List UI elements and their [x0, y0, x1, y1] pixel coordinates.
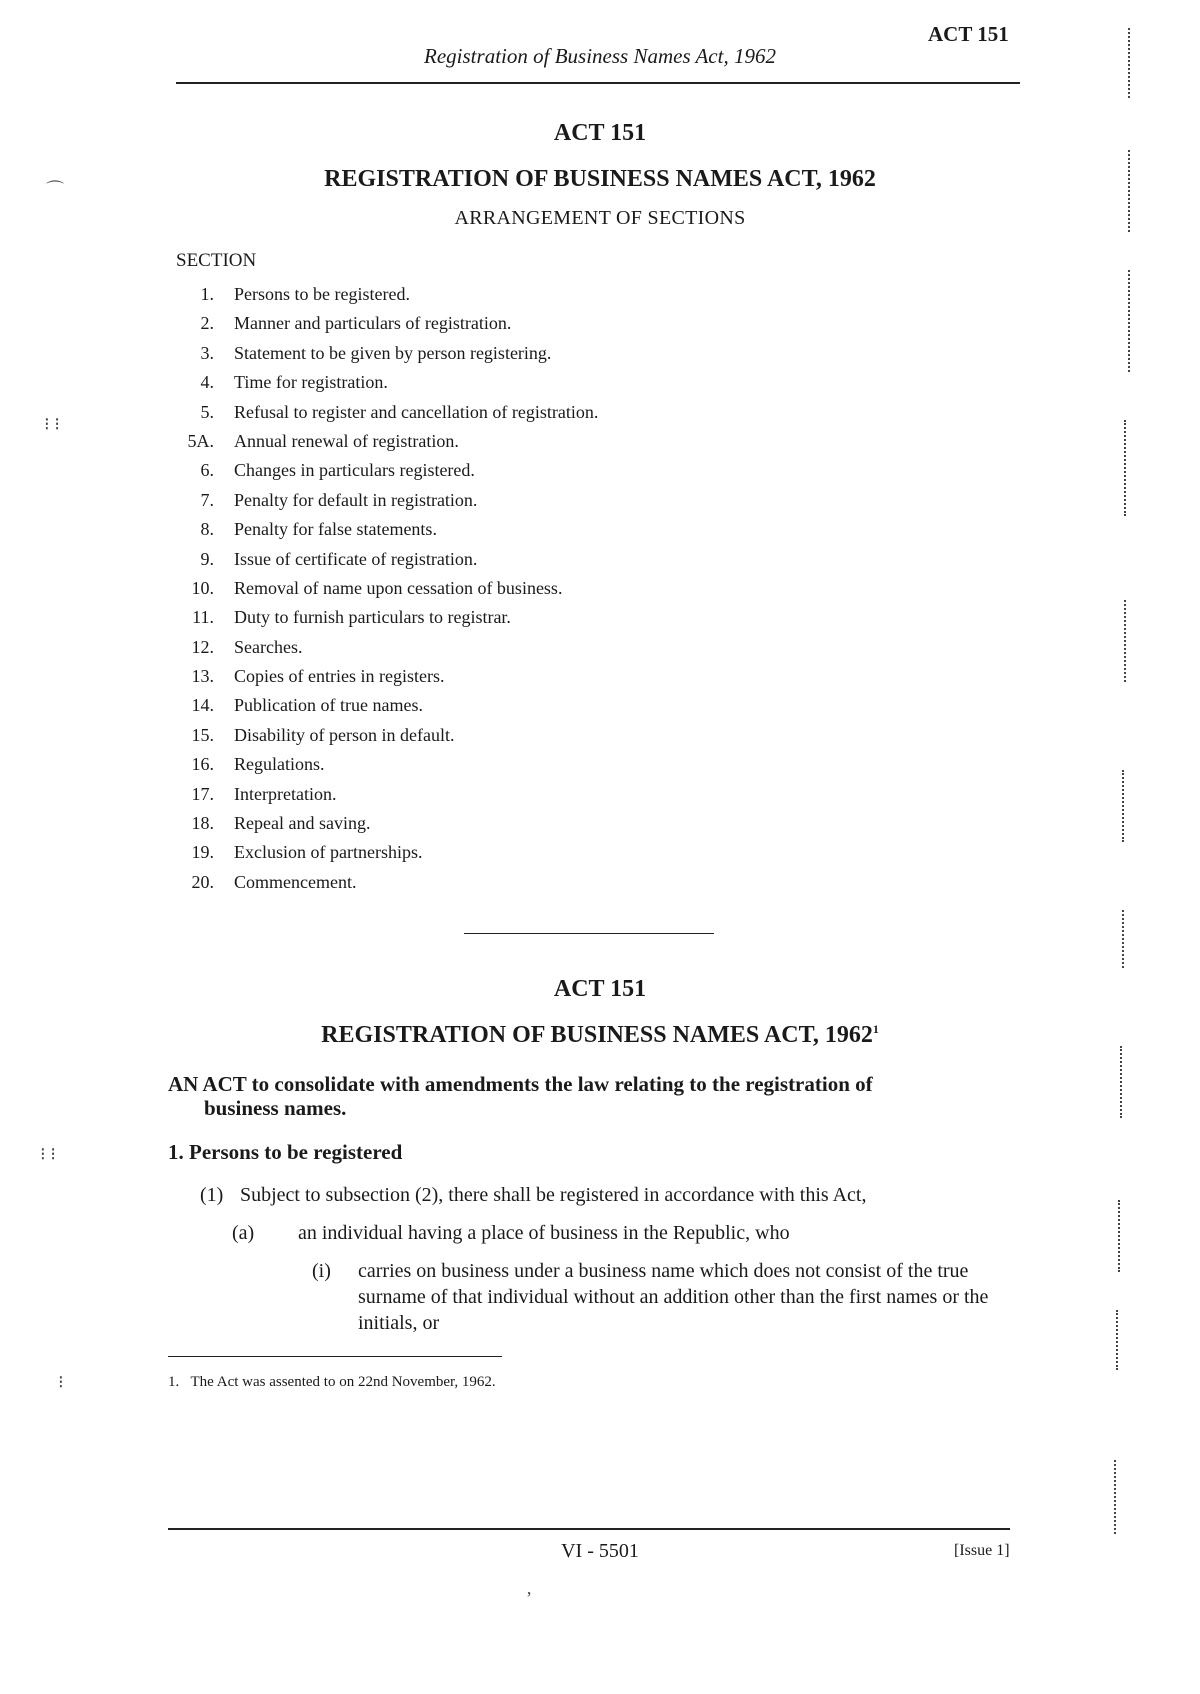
toc-item-number: 3.: [200, 342, 214, 363]
body-title: [0, 1022, 1200, 1049]
scan-edge-mark: [1118, 1200, 1120, 1272]
toc-item-number: 20.: [191, 871, 214, 892]
scan-edge-mark: [1114, 1460, 1116, 1534]
scan-edge-mark: [1116, 1310, 1118, 1370]
paragraph-a-label: (a): [232, 1222, 255, 1244]
toc-item: [176, 838, 598, 867]
toc-item-number: 16.: [191, 754, 214, 775]
issue-label: [Issue 1]: [954, 1542, 1010, 1559]
toc-item: [176, 780, 598, 809]
toc-item-number: 14.: [191, 695, 214, 716]
page-number: VI - 5501: [561, 1540, 639, 1562]
toc-item-number: 11.: [192, 607, 214, 628]
scan-edge-mark: [1122, 910, 1124, 968]
toc-item-title: Issue of certificate of registration.: [234, 548, 478, 569]
arrangement-title: REGISTRATION OF BUSINESS NAMES ACT, 1962: [324, 166, 876, 192]
toc-item-number: 5A.: [187, 430, 214, 451]
body-title-text: REGISTRATION OF BUSINESS NAMES ACT, 1962: [321, 1022, 873, 1048]
toc-item-number: 9.: [200, 548, 214, 569]
toc-item-number: 7.: [200, 489, 214, 510]
footnote: [168, 1374, 496, 1391]
toc-item-title: Searches.: [234, 636, 303, 657]
toc-item: [176, 368, 598, 397]
arrangement-subtitle: ARRANGEMENT OF SECTIONS: [454, 207, 746, 229]
toc-item-title: Regulations.: [234, 754, 325, 775]
toc-item: [176, 427, 598, 456]
subsection-1-label: (1): [200, 1184, 224, 1206]
toc-item-title: Manner and particulars of registration.: [234, 313, 512, 334]
toc-item-title: Publication of true names.: [234, 695, 423, 716]
toc-item: [176, 662, 598, 691]
toc-item-title: Time for registration.: [234, 372, 388, 393]
toc-item: [176, 809, 598, 838]
margin-mark: ʼ: [526, 1588, 532, 1608]
toc-item-number: 5.: [200, 401, 214, 422]
toc-item: [176, 545, 598, 574]
toc-item-number: 15.: [191, 724, 214, 745]
toc-item: [176, 868, 598, 897]
toc-item-number: 19.: [191, 842, 214, 863]
toc-item-title: Removal of name upon cessation of business.: [234, 577, 563, 598]
toc-item: [176, 691, 598, 720]
section-1-heading: 1. Persons to be registered: [168, 1140, 403, 1164]
separator-rule: [464, 933, 714, 934]
footnote-reference: 1: [872, 1022, 879, 1036]
section-column-label: SECTION: [176, 250, 257, 271]
toc-item: [176, 515, 598, 544]
header-rule: [176, 82, 1020, 84]
toc-item: [176, 633, 598, 662]
paragraph-a-text: an individual having a place of business in the Republic, who: [298, 1222, 790, 1244]
scan-edge-mark: [1128, 150, 1130, 232]
toc-item-number: 4.: [200, 372, 214, 393]
toc-item-title: Statement to be given by person registering.: [234, 342, 552, 363]
toc-item-number: 10.: [191, 577, 214, 598]
sections-list: [176, 280, 598, 897]
long-title: [168, 1072, 1010, 1120]
long-title-continuation: business names.: [204, 1096, 347, 1120]
margin-mark: ⁝ ⁝: [40, 1144, 56, 1164]
footnote-rule: [168, 1356, 502, 1357]
act-corner-label: ACT 151: [928, 22, 1009, 46]
long-title-first-line: AN ACT to consolidate with amendments the law relating to the registration of: [168, 1072, 873, 1096]
toc-item-title: Persons to be registered.: [234, 284, 410, 304]
scan-edge-mark: [1128, 270, 1130, 372]
margin-mark: ⁝ ⁝: [44, 414, 60, 434]
toc-item-title: Annual renewal of registration.: [234, 430, 459, 451]
body-act-number: ACT 151: [553, 976, 647, 1002]
toc-item: [176, 721, 598, 750]
scan-edge-mark: [1128, 28, 1130, 98]
toc-item-number: 17.: [191, 783, 214, 804]
subsection-1-text: Subject to subsection (2), there shall be registered in accordance with this Act,: [240, 1184, 867, 1206]
toc-item: [176, 574, 598, 603]
footnote-text: The Act was assented to on 22nd November, 1962.: [190, 1374, 496, 1390]
toc-item: [176, 339, 598, 368]
running-header-title: Registration of Business Names Act, 1962: [424, 44, 776, 68]
scan-edge-mark: [1120, 1046, 1122, 1118]
toc-item-title: Penalty for false statements.: [234, 519, 437, 540]
toc-item: [176, 486, 598, 515]
margin-mark: ⌒: [46, 180, 64, 200]
toc-item-number: 8.: [200, 519, 214, 540]
scan-edge-mark: [1124, 420, 1126, 516]
toc-item-title: Refusal to register and cancellation of registration.: [234, 401, 599, 422]
toc-item-title: Exclusion of partnerships.: [234, 842, 423, 863]
subparagraph-i-text: carries on business under a business name which does not consist of the true surname of that individual without an addition other than the first names or the initials, or: [358, 1260, 989, 1334]
scan-edge-mark: [1124, 600, 1126, 682]
toc-item-title: Duty to furnish particulars to registrar.: [234, 607, 511, 628]
toc-item-number: 18.: [191, 813, 214, 834]
arrangement-act-number: ACT 151: [553, 120, 647, 146]
footnote-number: 1.: [168, 1374, 180, 1390]
toc-item: [176, 309, 598, 338]
toc-item-title: Commencement.: [234, 871, 357, 892]
toc-item: [176, 398, 598, 427]
margin-mark: ⁝: [58, 1372, 64, 1392]
toc-item-title: Penalty for default in registration.: [234, 489, 478, 510]
subparagraph-i-label: (i): [312, 1260, 331, 1282]
toc-item: [176, 603, 598, 632]
toc-item-title: Interpretation.: [234, 783, 337, 804]
toc-item: [176, 456, 598, 485]
toc-item: [176, 750, 598, 779]
toc-item-number: 2.: [200, 313, 214, 334]
toc-item-title: Changes in particulars registered.: [234, 460, 475, 481]
toc-item: [176, 280, 598, 309]
toc-item-number: 1.: [200, 284, 214, 304]
toc-item-number: 12.: [191, 636, 214, 657]
footer-rule: [168, 1528, 1010, 1530]
toc-item-title: Repeal and saving.: [234, 813, 371, 834]
toc-item-number: 6.: [200, 460, 214, 481]
toc-item-number: 13.: [191, 666, 214, 687]
toc-item-title: Disability of person in default.: [234, 724, 455, 745]
scan-edge-mark: [1122, 770, 1124, 842]
toc-item-title: Copies of entries in registers.: [234, 666, 445, 687]
